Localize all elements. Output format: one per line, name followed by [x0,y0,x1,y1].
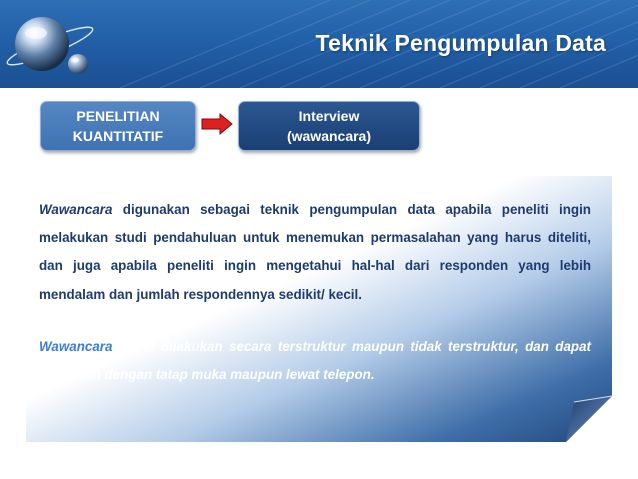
paragraph-1 [39,196,591,309]
content-text [39,196,591,389]
paragraph-1-lead: Wawancara [39,202,113,217]
box2-line1: Interview [298,108,360,124]
globe-logo-icon [0,0,120,88]
paragraph-2 [39,333,591,389]
paragraph-1-body: digunakan sebagai teknik pengumpulan data apabila peneliti ingin melakukan studi pendahuluan untuk menemukan permasalahan yang harus diteliti, dan juga apabila peneliti ingin mengetahui hal-hal dari responden yang lebih mendalam dan jumlah respondennya sedikit/ kecil. [39,202,591,302]
page-title: Teknik Pengumpulan Data [315,30,606,56]
right-arrow-icon [201,113,233,135]
flow-box-penelitian-kuantitatif [40,101,196,151]
paragraph-2-body: dapat dilakukan secara terstruktur maupun tidak terstruktur, dan dapat dilakukan dengan tatap muka maupun lewat telepon. [39,338,591,383]
box1-line2: KUANTITATIF [72,128,164,144]
paragraph-2-lead: Wawancara [39,338,113,354]
header-banner [0,0,638,88]
box1-line1: PENELITIAN [76,108,160,124]
box2-line2: (wawancara) [286,128,372,144]
flow-box-interview [238,101,420,151]
